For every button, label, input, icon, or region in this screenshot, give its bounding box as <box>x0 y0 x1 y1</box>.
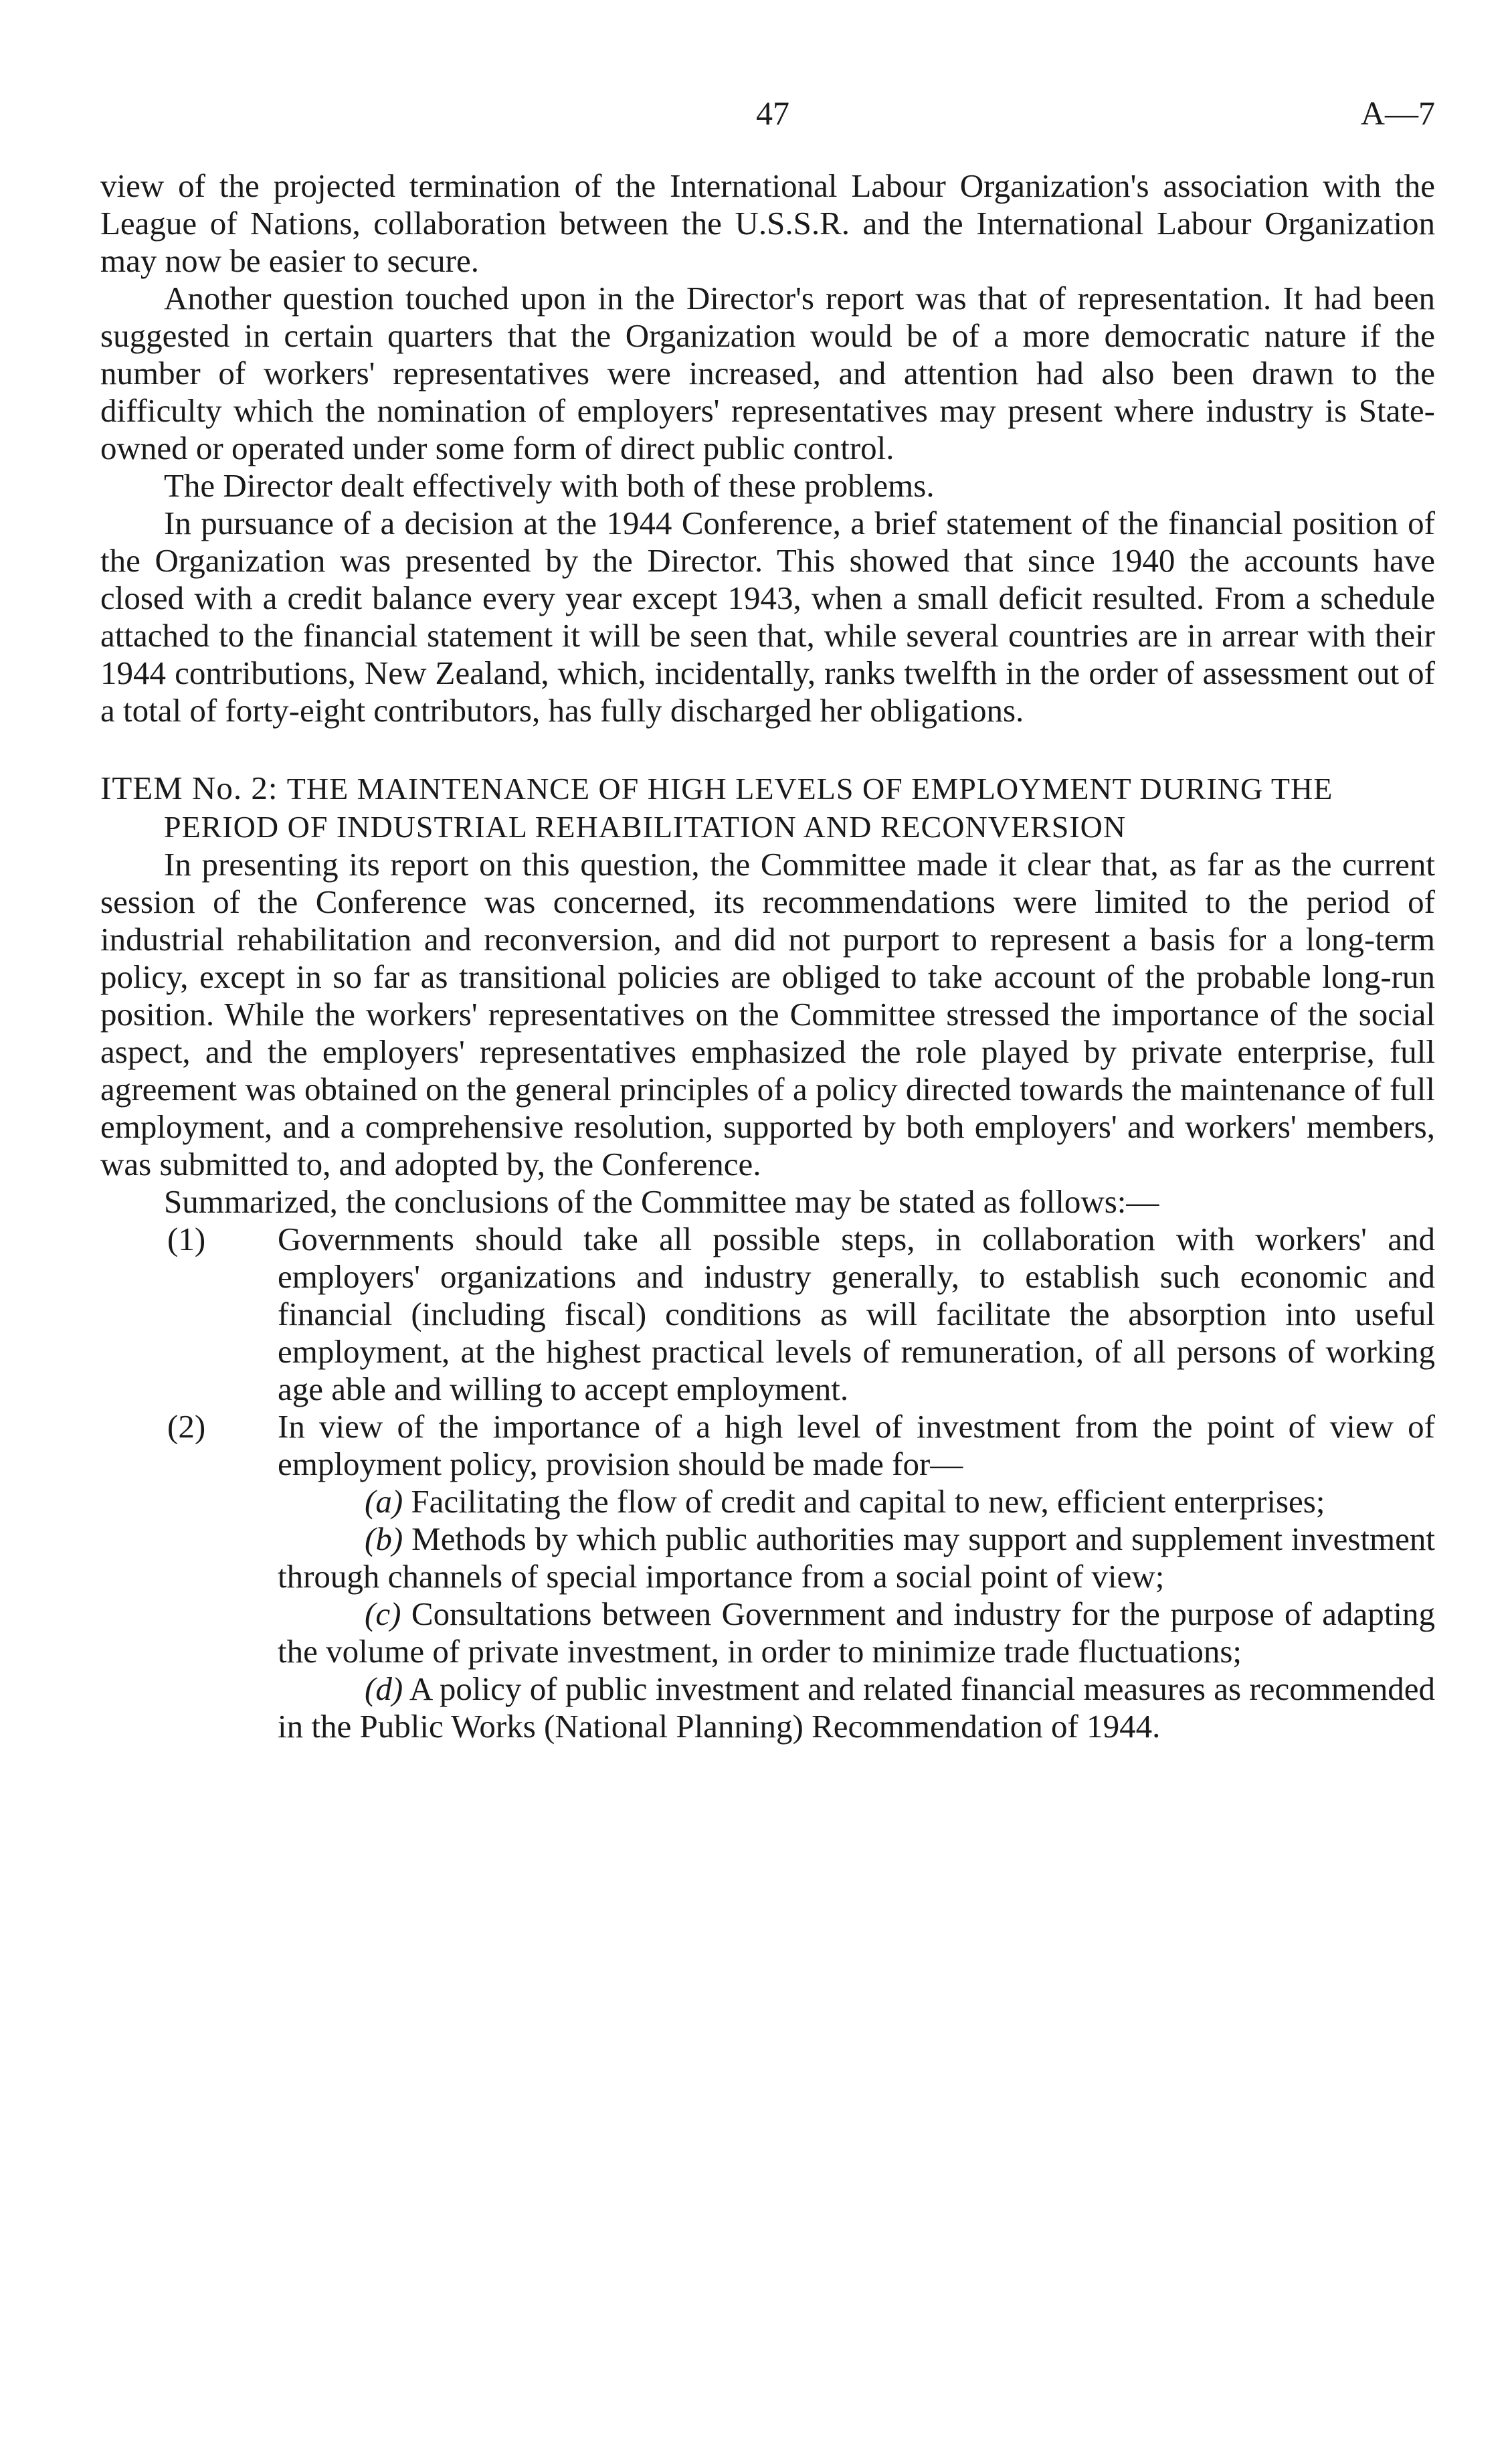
sub-item-mark: (c) <box>365 1595 401 1632</box>
sub-list <box>100 1483 1435 1745</box>
list-item-number: (1) <box>167 1221 206 1257</box>
list-item-number: (2) <box>167 1408 206 1445</box>
sub-item-text: A policy of public investment and related financial measures as recommended in the Public Works (National Planning) Recommendation of 1944. <box>278 1670 1436 1745</box>
sub-list-item <box>278 1595 1435 1670</box>
sub-item-mark: (a) <box>365 1483 403 1520</box>
list-item-text: In view of the importance of a high level of investment from the point of view of employment policy, provision should be made for— <box>278 1408 1435 1482</box>
section-heading-prefix: ITEM No. 2: <box>100 770 278 806</box>
paragraph: In pursuance of a decision at the 1944 Conference, a brief statement of the financial position of the Organization was presented by the Director. This showed that since 1940 the accounts have closed with a credit balance every year except 1943, when a small deficit resulted. From a schedule attached to the financial statement it will be seen that, while several countries are in arrear with their 1944 contributions, New Zealand, which, incidentally, ranks twelfth in the order of assessment out of a total of forty-eight contributors, has fully discharged her obligations. <box>100 505 1435 729</box>
sub-list-item <box>278 1483 1435 1520</box>
list-item-text: Governments should take all possible steps, in collaboration with workers' and employers' organizations and industry generally, to establish such economic and financial (including fiscal) conditions as will facilitate the absorption into useful employment, at the highest practical levels of remuneration, of all persons of working age able and willing to accept employment. <box>278 1221 1435 1407</box>
section-heading <box>100 770 1435 846</box>
document-page <box>100 94 1435 1745</box>
paragraph: view of the projected termination of the International Labour Organization's association with the League of Nations, collaboration between the U.S.S.R. and the International Labour Organization may now be easier to secure. <box>100 167 1435 279</box>
paragraph: Summarized, the conclusions of the Committee may be stated as follows:— <box>164 1183 1159 1220</box>
list-item <box>100 1408 1435 1483</box>
sub-list-item <box>278 1520 1435 1595</box>
paragraph: The Director dealt effectively with both of these problems. <box>164 467 935 504</box>
list-item <box>100 1221 1435 1408</box>
page-header <box>100 94 1435 167</box>
sub-item-mark: (d) <box>365 1670 403 1707</box>
sub-list-item <box>278 1670 1435 1745</box>
sub-item-text: Methods by which public authorities may support and supplement investment through channels of special importance from a social point of view; <box>278 1520 1435 1595</box>
page-number: 47 <box>756 94 789 132</box>
section-heading-title: THE MAINTENANCE OF HIGH LEVELS OF EMPLOYMENT DURING THE PERIOD OF INDUSTRIAL REHABILITATION AND RECONVERSION <box>164 772 1333 844</box>
document-reference: A—7 <box>1360 94 1435 132</box>
paragraph: Another question touched upon in the Director's report was that of representation. It had been suggested in certain quarters that the Organization would be of a more democratic nature if the number of workers' representatives were increased, and attention had also been drawn to the difficulty which the nomination of employers' representatives may present where industry is State-owned or operated under some form of direct public control. <box>100 280 1435 466</box>
sub-item-text: Facilitating the flow of credit and capital to new, efficient enterprises; <box>411 1483 1325 1520</box>
sub-item-mark: (b) <box>365 1520 403 1557</box>
paragraph: In presenting its report on this question, the Committee made it clear that, as far as the current session of the Conference was concerned, its recommendations were limited to the period of industrial rehabilitation and reconversion, and did not purport to represent a basis for a long-term policy, except in so far as transitional policies are obliged to take account of the probable long-run position. While the workers' representatives on the Committee stressed the importance of the social aspect, and the employers' representatives emphasized the role played by private enterprise, full agreement was obtained on the general principles of a policy directed towards the maintenance of full employment, and a comprehensive resolution, supported by both employers' and workers' members, was submitted to, and adopted by, the Conference. <box>100 846 1435 1183</box>
sub-item-text: Consultations between Government and industry for the purpose of adapting the volume of private investment, in order to minimize trade fluctuations; <box>278 1595 1436 1670</box>
